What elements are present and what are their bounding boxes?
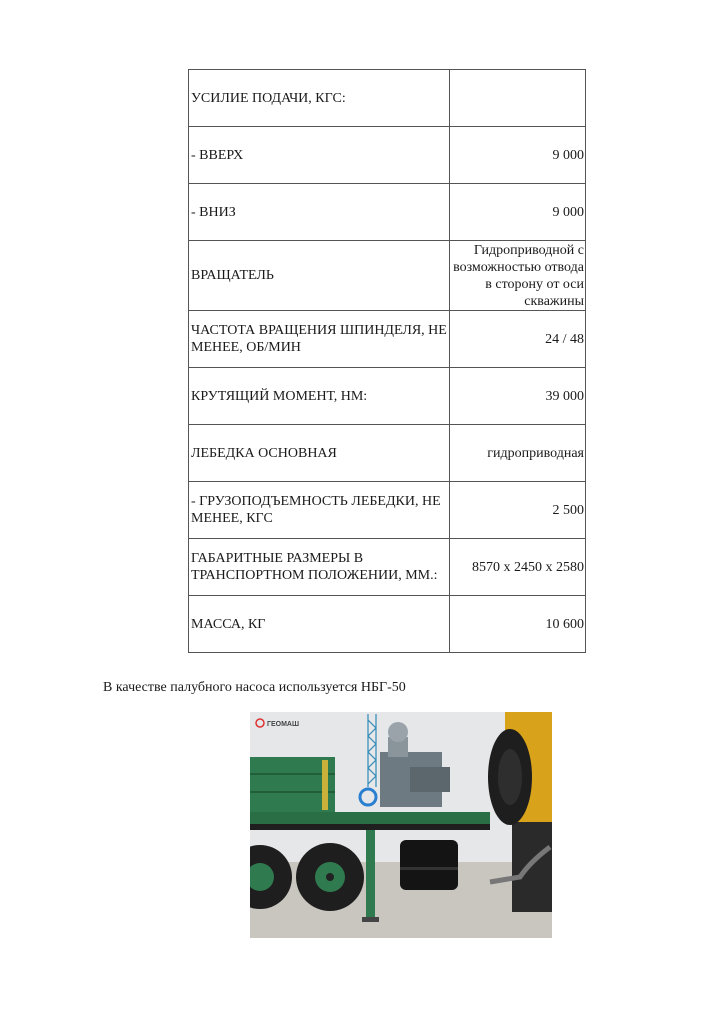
table-row <box>189 425 586 482</box>
value-cell: 9 000 <box>450 127 586 184</box>
param-cell: - ВВЕРХ <box>189 127 450 184</box>
value-cell: 39 000 <box>450 368 586 425</box>
table-row <box>189 311 586 368</box>
table-row <box>189 127 586 184</box>
pump-caption: В качестве палубного насоса используется НБГ-50 <box>103 680 406 695</box>
value-cell: 10 600 <box>450 596 586 653</box>
spec-table <box>188 69 586 653</box>
table-row <box>189 184 586 241</box>
wheels <box>250 843 364 911</box>
param-cell: КРУТЯЩИЙ МОМЕНТ, НМ: <box>189 368 450 425</box>
table-row <box>189 539 586 596</box>
param-cell: - ГРУЗОПОДЪЕМНОСТЬ ЛЕБЕДКИ, НЕ МЕНЕЕ, КГС <box>189 482 450 539</box>
param-cell: - ВНИЗ <box>189 184 450 241</box>
value-cell: 8570 x 2450 x 2580 <box>450 539 586 596</box>
param-cell: УСИЛИЕ ПОДАЧИ, КГС: <box>189 70 450 127</box>
table-row <box>189 482 586 539</box>
value-cell: гидроприводная <box>450 425 586 482</box>
table-row <box>189 596 586 653</box>
outrigger <box>366 830 375 920</box>
fuel-tank <box>400 840 458 890</box>
table-row <box>189 241 586 311</box>
logo-text: ГЕОМАШ <box>267 721 300 728</box>
value-cell: 24 / 48 <box>450 311 586 368</box>
param-cell: ГАБАРИТНЫЕ РАЗМЕРЫ В ТРАНСПОРТНОМ ПОЛОЖЕНИИ, ММ.: <box>189 539 450 596</box>
value-cell <box>450 70 586 127</box>
value-cell: 2 500 <box>450 482 586 539</box>
param-cell: МАССА, КГ <box>189 596 450 653</box>
truck-photo <box>250 712 552 938</box>
param-cell: ЧАСТОТА ВРАЩЕНИЯ ШПИНДЕЛЯ, НЕ МЕНЕЕ, ОБ/МИН <box>189 311 450 368</box>
param-cell: ВРАЩАТЕЛЬ <box>189 241 450 311</box>
param-cell: ЛЕБЕДКА ОСНОВНАЯ <box>189 425 450 482</box>
truck-photo-drawing <box>250 712 552 938</box>
table-row <box>189 368 586 425</box>
table-row <box>189 70 586 127</box>
value-cell: Гидроприводной с возможностью отвода в сторону от оси скважины <box>450 241 586 311</box>
value-cell: 9 000 <box>450 184 586 241</box>
